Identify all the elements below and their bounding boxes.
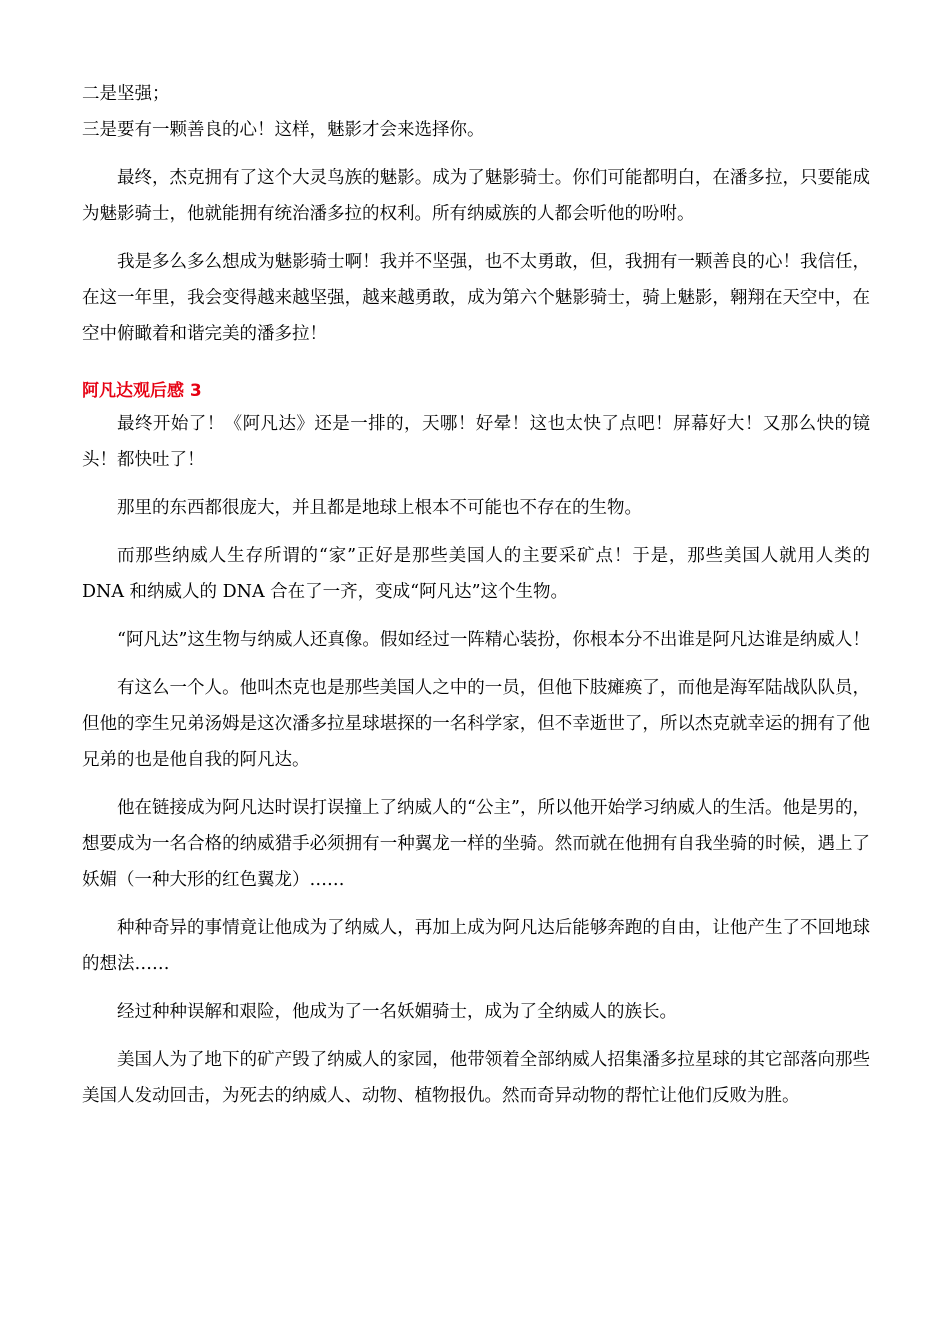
paragraph-princess: 他在链接成为阿凡达时误打误撞上了纳威人的“公主”，所以他开始学习纳威人的生活。他是男的，想要成为一名合格的纳威猎手必须拥有一种翼龙一样的坐骑。然而就在他拥有自我坐骑的时候，遇上了妖媚（一种大形的红色翼龙）…… (82, 798, 870, 890)
paragraph-start: 最终开始了！《阿凡达》还是一排的，天哪！好晕！这也太快了点吧！屏幕好大！又那么快的镜头！都快吐了！ (82, 414, 870, 470)
paragraph-jake: 有这么一个人。他叫杰克也是那些美国人之中的一员，但他下肢瘫痪了，而他是海军陆战队队员，但他的孪生兄弟汤姆是这次潘多拉星球堪探的一名科学家，但不幸逝世了，所以杰克就幸运的拥有了他兄弟的也是他自我的阿凡达。 (82, 678, 870, 770)
section-heading: 阿凡达观后感 3 (82, 381, 202, 401)
document-page (82, 76, 870, 1114)
paragraph-home: 而那些纳威人生存所谓的“家”正好是那些美国人的主要采矿点！于是，那些美国人就用人类的 DNA 和纳威人的 DNA 合在了一齐，变成“阿凡达”这个生物。 (82, 546, 870, 602)
paragraph-freedom: 种种奇异的事情竟让他成为了纳威人，再加上成为阿凡达后能够奔跑的自由，让他产生了不回地球的想法…… (82, 918, 870, 974)
paragraph-chief: 经过种种误解和艰险，他成为了一名妖媚骑士，成为了全纳威人的族长。 (117, 1002, 677, 1022)
paragraph-wish: 我是多么多么想成为魅影骑士啊！我并不坚强，也不太勇敢，但，我拥有一颗善良的心！我信任，在这一年里，我会变得越来越坚强，越来越勇敢，成为第六个魅影骑士，骑上魅影，翱翔在天空中，在空中俯瞰着和谐完美的潘多拉！ (82, 252, 870, 344)
intro-line-1: 二是坚强； (82, 84, 170, 104)
intro-line-2: 三是要有一颗善良的心！这样，魅影才会来选择你。 (82, 120, 485, 140)
paragraph-counterattack: 美国人为了地下的矿产毁了纳威人的家园，他带领着全部纳威人招集潘多拉星球的其它部落向那些美国人发动回击，为死去的纳威人、动物、植物报仇。然而奇异动物的帮忙让他们反败为胜。 (82, 1050, 870, 1106)
paragraph-creatures: 那里的东西都很庞大，并且都是地球上根本不可能也不存在的生物。 (117, 498, 642, 518)
paragraph-avatar-likeness: “阿凡达”这生物与纳威人还真像。假如经过一阵精心装扮，你根本分不出谁是阿凡达谁是纳威人！ (117, 630, 870, 650)
paragraph-phantom-knight: 最终，杰克拥有了这个大灵鸟族的魅影。成为了魅影骑士。你们可能都明白，在潘多拉，只要能成为魅影骑士，他就能拥有统治潘多拉的权利。所有纳威族的人都会听他的吩咐。 (82, 168, 870, 224)
